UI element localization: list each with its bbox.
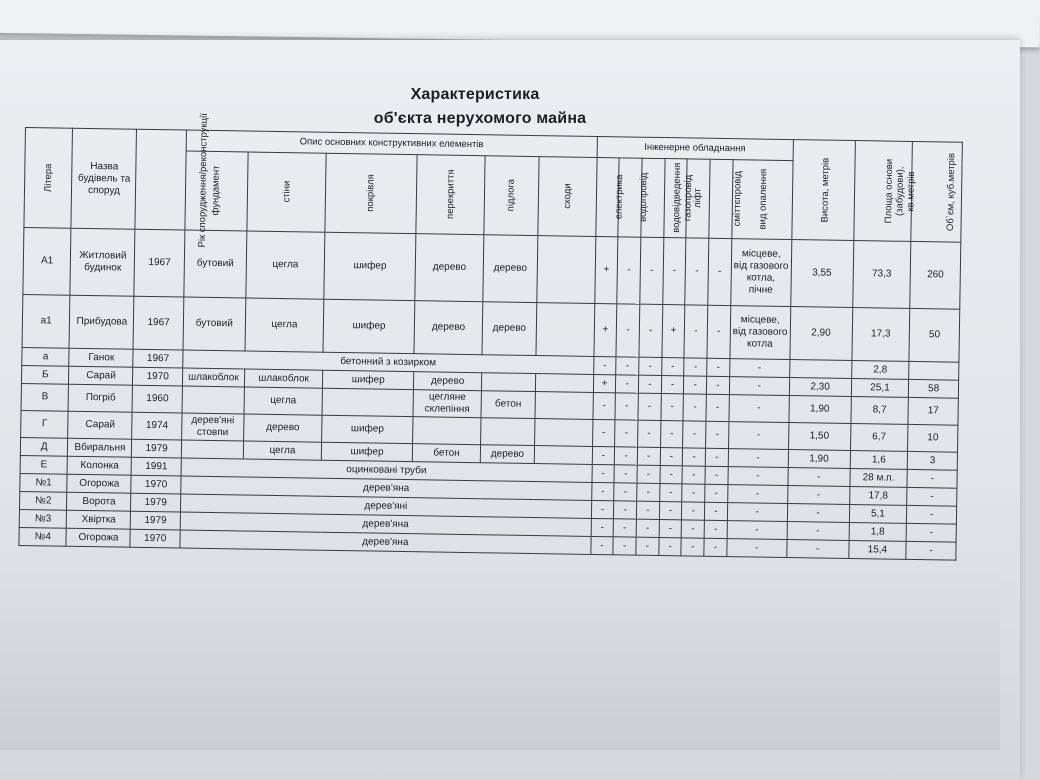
cell-heating: - (727, 503, 787, 522)
cell-year: 1970 (133, 367, 183, 386)
header-height: Висота, метрів (791, 140, 854, 241)
document-title: Характеристика (410, 86, 540, 103)
cell-water: - (614, 501, 637, 519)
cell-gas: - (660, 448, 683, 466)
cell-litera: Е (20, 455, 68, 474)
cell-litera: В (21, 383, 69, 411)
cell-floor: дерево (482, 302, 536, 356)
cell-water: - (617, 237, 641, 304)
header-heating: вид опалення (732, 160, 793, 240)
cell-walls: дерево (243, 414, 322, 442)
cell-volume: - (907, 487, 957, 506)
cell-garbage: - (705, 466, 728, 484)
cell-garbage: - (704, 502, 727, 520)
cell-sewer: - (637, 447, 660, 465)
cell-roof (322, 388, 413, 416)
cell-gas: - (659, 502, 682, 520)
cell-heating: - (729, 377, 789, 396)
cell-heating: - (727, 539, 787, 558)
cell-volume: 58 (909, 379, 959, 398)
cell-foundation (182, 386, 244, 414)
cell-sewer: - (637, 483, 660, 501)
header-year: Рік спорудження/реконструкції (135, 129, 186, 230)
cell-garbage: - (705, 448, 728, 466)
cell-sewer: - (640, 237, 664, 304)
cell-floor: дерево (480, 445, 534, 464)
cell-heating: - (728, 449, 788, 468)
paper-shadow (0, 560, 1000, 750)
cell-lift: - (681, 538, 704, 556)
header-litera: Літера (24, 128, 73, 229)
cell-lift: - (682, 484, 705, 502)
cell-water: - (615, 393, 638, 420)
cell-sewer: - (636, 519, 659, 537)
cell-structure-merged: дерев'яна (180, 512, 591, 536)
cell-water: - (616, 304, 640, 357)
cell-garbage: - (708, 238, 732, 305)
header-name: Назва будівель та споруд (71, 128, 137, 229)
cell-year: 1979 (131, 493, 181, 512)
cell-volume (909, 361, 959, 380)
cell-stairs (536, 303, 595, 357)
header-floor: підлога (484, 156, 539, 236)
cell-electric: + (594, 303, 618, 356)
cell-sewer: - (638, 375, 661, 393)
cell-height: - (788, 468, 850, 487)
cell-walls: цегла (245, 298, 324, 352)
cell-year: 1991 (131, 457, 181, 476)
cell-water: - (613, 519, 636, 537)
cell-heating: - (728, 467, 788, 486)
cell-name: Ганок (69, 348, 133, 367)
cell-sewer: - (639, 304, 663, 357)
header-ceiling: перекриття (416, 155, 485, 235)
header-electric: електрика (595, 157, 619, 236)
cell-volume: 3 (908, 451, 958, 470)
cell-gas: - (660, 466, 683, 484)
cell-litera: Б (21, 365, 69, 384)
document-subtitle: об'єкта нерухомого майна (373, 110, 587, 127)
cell-water: - (615, 447, 638, 465)
cell-height: - (787, 522, 849, 541)
cell-litera: Г (21, 410, 69, 438)
cell-year: 1979 (132, 439, 182, 458)
cell-roof: шифер (323, 370, 414, 389)
cell-gas: - (659, 520, 682, 538)
cell-foundation: бутовий (183, 297, 246, 351)
cell-area: 1,8 (849, 522, 907, 541)
cell-sewer: - (637, 465, 660, 483)
cell-volume: 17 (908, 397, 958, 425)
cell-year: 1970 (130, 529, 180, 548)
cell-area: 1,6 (850, 450, 908, 469)
cell-electric: - (591, 500, 614, 518)
cell-area: 25,1 (851, 379, 909, 398)
cell-sewer: - (639, 357, 662, 375)
cell-water: - (614, 483, 637, 501)
header-stairs: сходи (538, 157, 597, 237)
cell-walls: шлакоблок (244, 369, 323, 388)
cell-roof: шифер (322, 442, 413, 461)
cell-lift: - (684, 305, 708, 358)
cell-gas: - (659, 484, 682, 502)
cell-sewer: - (636, 537, 659, 555)
cell-stairs (535, 374, 593, 393)
cell-foundation: шлакоблок (182, 368, 244, 387)
header-structural-group: Опис основних конструктивних елементів (186, 130, 597, 157)
cell-name: Житловий будинок (70, 228, 135, 296)
cell-height: 1,50 (788, 423, 850, 451)
cell-volume: - (906, 523, 956, 542)
cell-lift: - (682, 502, 705, 520)
cell-area: 5,1 (849, 504, 907, 523)
cell-walls: цегла (244, 387, 323, 415)
cell-floor (482, 373, 536, 392)
cell-structure-merged: дерев'яні (180, 494, 591, 518)
header-gas: газопровід (664, 159, 688, 238)
cell-year: 1974 (132, 412, 182, 440)
cell-name: Ворота (67, 492, 131, 511)
cell-litera: А1 (23, 227, 71, 295)
cell-heating: - (728, 422, 788, 450)
cell-gas: - (659, 538, 682, 556)
cell-height (789, 360, 851, 379)
cell-name: Сарай (68, 411, 132, 439)
cell-name: Хвіртка (67, 510, 131, 529)
cell-electric: - (591, 518, 614, 536)
cell-litera: №1 (20, 473, 68, 492)
cell-ceiling: бетон (412, 444, 480, 463)
cell-year: 1979 (131, 511, 181, 530)
cell-water: - (614, 465, 637, 483)
cell-volume: - (906, 541, 956, 560)
cell-volume: 50 (909, 308, 959, 362)
cell-area: 73,3 (852, 241, 911, 309)
cell-area: 17,3 (851, 308, 910, 362)
cell-name: Огорожа (66, 528, 130, 547)
cell-stairs (537, 236, 596, 304)
cell-ceiling: дерево (413, 372, 481, 391)
cell-litera: №4 (19, 527, 67, 546)
cell-garbage: - (706, 421, 729, 448)
cell-foundation: бутовий (184, 230, 247, 298)
cell-gas: - (660, 421, 683, 448)
header-garbage: сміттєпровід (709, 159, 733, 238)
cell-lift: - (683, 448, 706, 466)
cell-height: 2,90 (790, 307, 853, 361)
cell-litera: №2 (19, 491, 67, 510)
cell-electric: + (593, 374, 616, 392)
cell-walls: цегла (246, 231, 325, 299)
cell-height: 3,55 (790, 240, 853, 308)
cell-stairs (534, 419, 592, 447)
cell-water: - (613, 537, 636, 555)
header-volume: Об`єм, куб.метрів (911, 141, 962, 242)
cell-year: 1970 (131, 475, 181, 494)
cell-area: 6,7 (850, 424, 908, 452)
cell-area: 28 м.п. (850, 468, 908, 487)
cell-foundation: дерев'яні стовпи (182, 413, 244, 441)
cell-garbage: - (706, 376, 729, 394)
cell-structure-merged: дерев'яна (181, 476, 592, 500)
cell-gas: - (661, 358, 684, 376)
cell-garbage: - (707, 305, 731, 358)
cell-year: 1967 (133, 349, 183, 368)
cell-floor: дерево (483, 235, 538, 303)
cell-height: - (787, 486, 849, 505)
cell-lift: - (685, 238, 709, 305)
cell-sewer: - (638, 393, 661, 420)
cell-volume: 260 (910, 241, 961, 309)
cell-gas: - (662, 238, 686, 305)
cell-electric: - (592, 446, 615, 464)
cell-electric: - (593, 392, 616, 419)
cell-name: Погріб (68, 384, 132, 412)
cell-garbage: - (705, 484, 728, 502)
cell-height: 1,90 (789, 396, 851, 424)
cell-heating: - (729, 359, 789, 378)
header-walls: стіни (247, 152, 327, 232)
cell-ceiling (413, 417, 482, 445)
cell-litera: Д (20, 437, 68, 456)
cell-electric: - (591, 482, 614, 500)
cell-lift: - (682, 520, 705, 538)
cell-ceiling: цегляне склепіння (413, 390, 482, 418)
cell-height: - (787, 504, 849, 523)
header-sewer: водовідведення (641, 158, 665, 237)
cell-height: - (786, 540, 848, 559)
cell-gas: + (662, 305, 686, 358)
cell-volume: - (907, 505, 957, 524)
cell-sewer: - (636, 501, 659, 519)
cell-heating: місцеве, від газового котла, пічне (731, 239, 792, 307)
cell-electric: - (593, 356, 616, 374)
cell-electric: - (592, 419, 615, 446)
cell-electric: - (590, 536, 613, 554)
cell-lift: - (684, 358, 707, 376)
cell-litera: а1 (22, 294, 70, 348)
cell-garbage: - (704, 538, 727, 556)
cell-garbage: - (704, 520, 727, 538)
cell-volume: - (907, 469, 957, 488)
cell-lift: - (683, 394, 706, 421)
cell-heating: - (727, 521, 787, 540)
cell-foundation (181, 440, 243, 459)
header-foundation: фундамент (185, 151, 248, 231)
cell-area: 2,8 (851, 361, 909, 380)
cell-garbage: - (706, 394, 729, 421)
header-water: водопровід (618, 158, 642, 237)
cell-floor: бетон (481, 391, 535, 419)
cell-roof: шифер (322, 415, 413, 443)
cell-name: Прибудова (69, 295, 134, 349)
header-roof: покрівля (325, 153, 417, 233)
cell-volume: 10 (908, 424, 958, 452)
cell-floor (481, 418, 535, 446)
cell-walls: цегла (243, 441, 322, 460)
cell-litera: №3 (19, 509, 67, 528)
cell-height: 2,30 (789, 378, 851, 397)
header-engineering-group: Інженерне обладнання (597, 136, 793, 160)
cell-electric: - (592, 464, 615, 482)
cell-water: - (615, 420, 638, 447)
cell-ceiling: дерево (414, 301, 483, 355)
cell-stairs (534, 446, 592, 465)
header-lift: ліфт (686, 159, 710, 238)
cell-heating: місцеве, від газового котла (730, 306, 791, 360)
cell-year: 1960 (132, 385, 182, 413)
cell-name: Колонка (68, 456, 132, 475)
cell-area: 8,7 (850, 397, 908, 425)
cell-heating: - (729, 395, 789, 423)
cell-structure-merged: бетонний з козирком (183, 350, 594, 374)
cell-lift: - (682, 466, 705, 484)
cell-gas: - (661, 394, 684, 421)
cell-height: 1,90 (788, 450, 850, 469)
cell-garbage: - (707, 358, 730, 376)
cell-water: - (616, 375, 639, 393)
cell-lift: - (683, 421, 706, 448)
cell-structure-merged: дерев'яна (180, 530, 591, 554)
cell-year: 1967 (133, 296, 183, 350)
cell-electric: + (594, 236, 618, 303)
cell-lift: - (684, 376, 707, 394)
cell-area: 15,4 (848, 540, 906, 559)
cell-litera: а (22, 347, 70, 366)
cell-water: - (616, 357, 639, 375)
cell-roof: шифер (324, 232, 416, 300)
cell-heating: - (727, 485, 787, 504)
cell-name: Огорожа (67, 474, 131, 493)
cell-area: 17,8 (849, 486, 907, 505)
cell-year: 1967 (134, 229, 185, 297)
cell-roof: шифер (323, 299, 415, 353)
cell-name: Вбиральня (68, 438, 132, 457)
cell-gas: - (661, 376, 684, 394)
cell-structure-merged: оцинковані труби (181, 458, 592, 482)
cell-name: Сарай (69, 366, 133, 385)
cell-sewer: - (638, 420, 661, 447)
cell-stairs (535, 392, 593, 420)
header-area: Площа основи (забудови), кв.метрів (853, 141, 912, 242)
cell-ceiling: дерево (415, 234, 484, 302)
